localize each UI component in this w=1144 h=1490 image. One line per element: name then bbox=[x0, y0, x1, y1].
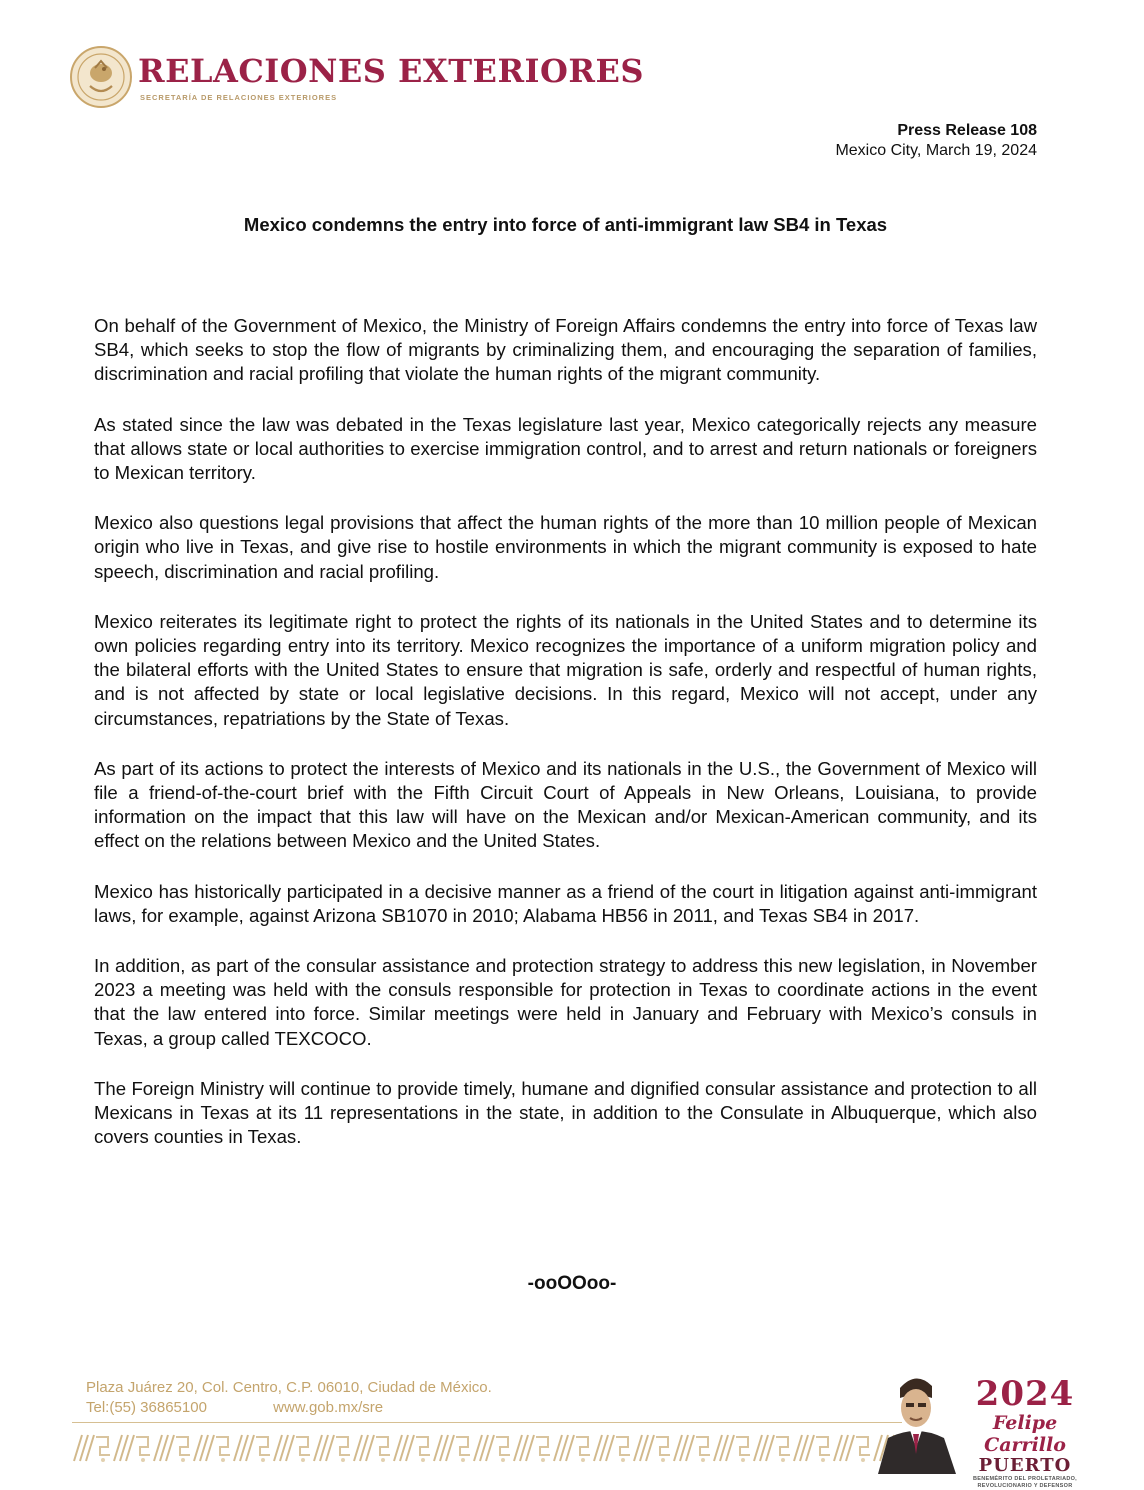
letterhead bbox=[70, 46, 670, 112]
paragraph: As part of its actions to protect the interests of Mexico and its nationals in the U.S., the Government of Mexico will file a friend-of-the-court brief with the Fifth Circuit Court of Appeals in New Orleans, Louisiana, to provide information on the impact that this law will have on the Mexican and/or Mexican-American community, and its effect on the relations between Mexico and the United States. bbox=[94, 757, 1037, 852]
paragraph: In addition, as part of the consular assistance and protection strategy to address this new legislation, in November 2023 a meeting was held with the consuls responsible for protection in Texas to coordinate actions in the event that the law entered into force. Similar meetings were held in January and February with Mexico’s consuls in Texas, a group called TEXCOCO. bbox=[94, 955, 1037, 1049]
footer-website: www.gob.mx/sre bbox=[273, 1399, 384, 1416]
footer-contact-block bbox=[86, 1378, 492, 1418]
release-meta bbox=[835, 121, 1037, 161]
footer-contact bbox=[86, 1398, 492, 1418]
closing-separator: -ooOOoo- bbox=[527, 1273, 617, 1294]
year-label: 2024 bbox=[975, 1374, 1075, 1414]
place-date: Mexico City, March 19, 2024 bbox=[835, 142, 1037, 159]
paragraph: The Foreign Ministry will continue to provide timely, humane and dignified consular assistance and protection to all Mexicans in Texas at its 11 representations in the state, in addition to the Consulate in Albuquerque, which also covers counties in Texas. bbox=[94, 1077, 1037, 1148]
commemorative-year bbox=[950, 1376, 1100, 1490]
paragraph: Mexico has historically participated in a decisive manner as a friend of the court in litigation against anti-immigrant laws, for example, against Arizona SB1070 in 2010; Alabama HB56 in 2011, and Texas SB4 in 2017. bbox=[94, 880, 1037, 926]
body-text bbox=[94, 314, 1037, 1175]
decorative-pattern-icon bbox=[72, 1431, 902, 1465]
document-title: Mexico condemns the entry into force of anti-immigrant law SB4 in Texas bbox=[243, 214, 888, 235]
portrait-illustration-icon bbox=[870, 1368, 962, 1474]
organization-subtitle: SECRETARÍA DE RELACIONES EXTERIORES bbox=[140, 93, 338, 102]
paragraph: Mexico reiterates its legitimate right to protect the rights of its nationals in the United States and to determine its own policies regarding entry into its territory. Mexico recognizes the importance of a uniform migration policy and the bilateral efforts with the United States to ensure that migration is safe, orderly and respectful of human rights, and is not affected by state or local legislative decisions. In this regard, Mexico will not accept, under any circumstances, repatriations by the State of Texas. bbox=[94, 610, 1037, 729]
national-seal-icon bbox=[70, 46, 132, 108]
footer-phone: Tel:(55) 36865100 bbox=[86, 1399, 207, 1416]
paragraph: As stated since the law was debated in the Texas legislature last year, Mexico categorically rejects any measure that allows state or local authorities to exercise immigration control, and to arrest and return nationals or foreigners to Mexican territory. bbox=[94, 413, 1037, 484]
release-number: Press Release 108 bbox=[897, 122, 1037, 139]
paragraph: Mexico also questions legal provisions that affect the human rights of the more than 10 million people of Mexican origin who live in Texas, and give rise to hostile environments in which the migrant community is exposed to hate speech, discrimination and racial profiling. bbox=[94, 512, 1037, 582]
honoree-name: Felipe Carrillo bbox=[984, 1412, 1066, 1456]
honoree-surname: PUERTO bbox=[978, 1455, 1072, 1476]
footer-address: Plaza Juárez 20, Col. Centro, C.P. 06010, Ciudad de México. bbox=[86, 1379, 492, 1396]
paragraph: On behalf of the Government of Mexico, the Ministry of Foreign Affairs condemns the entry into force of Texas law SB4, which seeks to stop the flow of migrants by criminalizing them, and encouraging the separation of families, discrimination and racial profiling that violate the human rights of the migrant community. bbox=[94, 315, 1037, 385]
honoree-motto: BENEMÉRITO DEL PROLETARIADO, REVOLUCIONARIO Y DEFENSOR bbox=[972, 1476, 1078, 1489]
footer-divider bbox=[72, 1422, 902, 1423]
organization-name: RELACIONES EXTERIORES bbox=[138, 52, 644, 90]
